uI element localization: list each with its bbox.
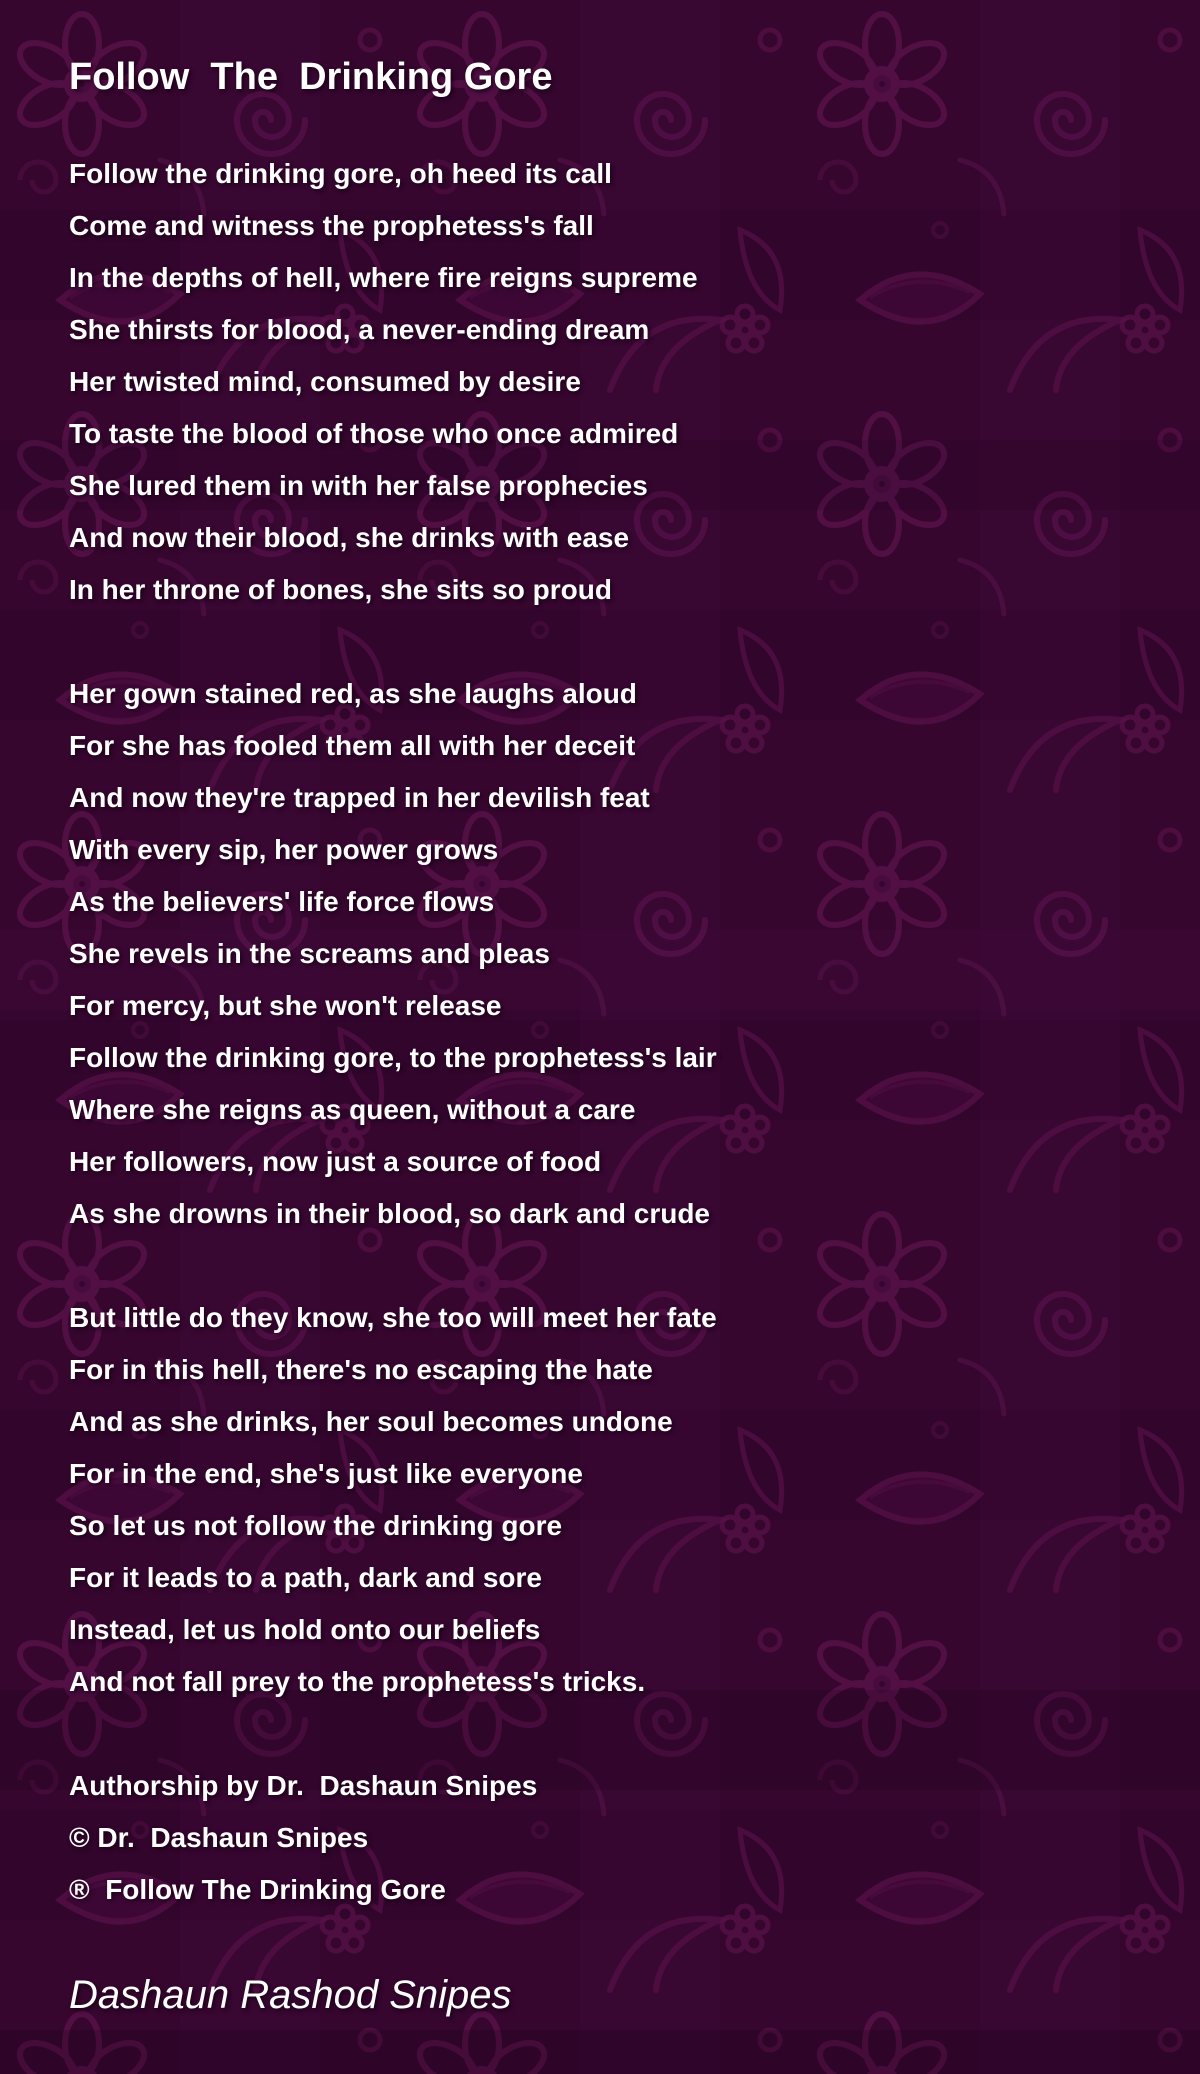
poem-line: For mercy, but she won't release — [69, 990, 502, 1021]
poem-line: And now their blood, she drinks with ease — [69, 522, 630, 553]
poem-line: In the depths of hell, where fire reigns supreme — [69, 262, 698, 293]
poem-line: Follow the drinking gore, oh heed its call — [69, 158, 612, 189]
poem-line: And as she drinks, her soul becomes undone — [69, 1406, 673, 1437]
poem-line: She revels in the screams and pleas — [69, 938, 550, 969]
trademark-line: ® Follow The Drinking Gore — [69, 1874, 446, 1905]
stanza-1 — [69, 148, 1160, 616]
poem-line: Her gown stained red, as she laughs aloud — [69, 678, 637, 709]
poem-line: Her twisted mind, consumed by desire — [69, 366, 581, 397]
authorship-line: Authorship by Dr. Dashaun Snipes — [69, 1770, 538, 1801]
poem-line: For in this hell, there's no escaping the hate — [69, 1354, 653, 1385]
poem-line: So let us not follow the drinking gore — [69, 1510, 563, 1541]
poem-line: As the believers' life force flows — [69, 886, 495, 917]
stanza-3 — [69, 1292, 1160, 1708]
poet-signature: Dashaun Rashod Snipes — [69, 1973, 512, 2017]
poem-line: In her throne of bones, she sits so proud — [69, 574, 612, 605]
poem-line: Her followers, now just a source of food — [69, 1146, 602, 1177]
poem-line: She lured them in with her false prophecies — [69, 470, 648, 501]
poem-line: And not fall prey to the prophetess's tricks. — [69, 1666, 646, 1697]
poem-line: And now they're trapped in her devilish feat — [69, 782, 650, 813]
poem-line: For she has fooled them all with her deceit — [69, 730, 636, 761]
poem-line: But little do they know, she too will meet her fate — [69, 1302, 717, 1333]
poem-line: To taste the blood of those who once admired — [69, 418, 679, 449]
copyright-line: © Dr. Dashaun Snipes — [69, 1822, 369, 1853]
poem-line: For it leads to a path, dark and sore — [69, 1562, 542, 1593]
poem-line: Where she reigns as queen, without a care — [69, 1094, 636, 1125]
poem-line: Follow the drinking gore, to the prophetess's lair — [69, 1042, 717, 1073]
poem-title: Follow The Drinking Gore — [69, 56, 553, 98]
attribution-block — [69, 1760, 1160, 1916]
poem-line: With every sip, her power grows — [69, 834, 499, 865]
stanza-2 — [69, 668, 1160, 1240]
poem-line: Come and witness the prophetess's fall — [69, 210, 594, 241]
poem-line: For in the end, she's just like everyone — [69, 1458, 583, 1489]
poem-line: As she drowns in their blood, so dark and crude — [69, 1198, 710, 1229]
poem-line: She thirsts for blood, a never-ending dream — [69, 314, 650, 345]
poem-line: Instead, let us hold onto our beliefs — [69, 1614, 541, 1645]
